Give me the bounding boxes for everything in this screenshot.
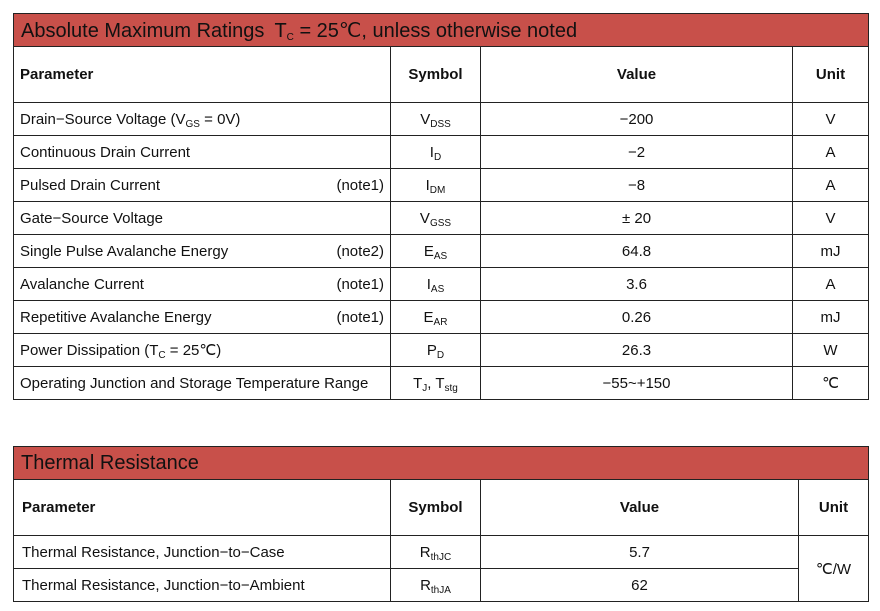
row-value: −55~+150: [481, 367, 793, 400]
row-parameter: [14, 202, 391, 235]
row-unit: A: [793, 169, 869, 202]
row-parameter: [14, 235, 391, 268]
row-symbol: $P_D$: [391, 334, 481, 367]
row-unit: ℃: [793, 367, 869, 400]
parameter-text: Continuous Drain Current: [20, 143, 191, 161]
amr-title: Absolute Maximum Ratings: [21, 19, 265, 42]
row-value: 0.26: [481, 301, 793, 334]
row-unit: V: [793, 103, 869, 136]
parameter-text: Repetitive Avalanche Energy: [20, 308, 212, 326]
parameter-note: (note1): [336, 176, 384, 194]
table-row: [14, 268, 869, 301]
row-parameter: [14, 136, 391, 169]
row-symbol: $I_D$: [391, 136, 481, 169]
thermal-title-bar: [14, 447, 869, 480]
row-unit: ℃/W: [799, 536, 869, 602]
row-parameter: [14, 268, 391, 301]
row-value: 3.6: [481, 268, 793, 301]
row-parameter: [14, 169, 391, 202]
row-symbol: $T_J$, $T_{stg}$: [391, 367, 481, 400]
row-value: −2: [481, 136, 793, 169]
parameter-text: Avalanche Current: [20, 275, 144, 293]
header-unit: Unit: [799, 480, 869, 536]
row-symbol: $R_{thJA}$: [391, 569, 481, 602]
parameter-note: (note1): [336, 308, 384, 326]
parameter-note: (note2): [336, 242, 384, 260]
row-symbol: $R_{thJC}$: [391, 536, 481, 569]
row-value: 64.8: [481, 235, 793, 268]
row-value: −200: [481, 103, 793, 136]
amr-title-bar: [14, 14, 869, 47]
table-row: [14, 367, 869, 400]
header-parameter: Parameter: [14, 480, 391, 536]
row-unit: mJ: [793, 235, 869, 268]
row-unit: mJ: [793, 301, 869, 334]
row-parameter: Thermal Resistance, Junction−to−Ambient: [14, 569, 391, 602]
thermal-header-row: [14, 480, 869, 536]
row-parameter: Thermal Resistance, Junction−to−Case: [14, 536, 391, 569]
header-unit: Unit: [793, 47, 869, 103]
table-row: [14, 136, 869, 169]
table-row: [14, 235, 869, 268]
row-unit: W: [793, 334, 869, 367]
row-symbol: $V_{GSS}$: [391, 202, 481, 235]
absolute-maximum-ratings-table: [13, 13, 869, 400]
thermal-resistance-table: [13, 446, 869, 602]
table-row: [14, 536, 869, 569]
table-row: [14, 169, 869, 202]
parameter-text: Operating Junction and Storage Temperature Range: [20, 374, 369, 392]
row-symbol: $V_{DSS}$: [391, 103, 481, 136]
row-symbol: $E_{AR}$: [391, 301, 481, 334]
row-symbol: $E_{AS}$: [391, 235, 481, 268]
amr-header-row: [14, 47, 869, 103]
row-unit: A: [793, 268, 869, 301]
row-parameter: [14, 103, 391, 136]
row-parameter: [14, 301, 391, 334]
table-row: [14, 569, 869, 602]
row-value: 26.3: [481, 334, 793, 367]
header-value: Value: [481, 47, 793, 103]
parameter-text: Single Pulse Avalanche Energy: [20, 242, 229, 260]
header-symbol: Symbol: [391, 47, 481, 103]
row-value: 5.7: [481, 536, 799, 569]
table-row: [14, 334, 869, 367]
row-unit: A: [793, 136, 869, 169]
parameter-note: (note1): [336, 275, 384, 293]
row-parameter: [14, 367, 391, 400]
row-symbol: $I_{AS}$: [391, 268, 481, 301]
header-parameter: Parameter: [14, 47, 391, 103]
table-row: [14, 202, 869, 235]
parameter-text: Gate−Source Voltage: [20, 209, 164, 227]
header-symbol: Symbol: [391, 480, 481, 536]
row-value: ± 20: [481, 202, 793, 235]
parameter-text: Pulsed Drain Current: [20, 176, 161, 194]
row-value: −8: [481, 169, 793, 202]
thermal-title: Thermal Resistance: [21, 451, 199, 474]
amr-condition: $T_C$ = 25℃, unless otherwise noted: [274, 19, 578, 43]
row-symbol: $I_{DM}$: [391, 169, 481, 202]
row-value: 62: [481, 569, 799, 602]
table-row: [14, 301, 869, 334]
table-row: [14, 103, 869, 136]
parameter-text: Drain−Source Voltage $(V_{GS} = 0V)$: [20, 110, 241, 130]
parameter-text: Power Dissipation ($T_C$ = 25℃): [20, 342, 222, 361]
header-value: Value: [481, 480, 799, 536]
row-parameter: [14, 334, 391, 367]
row-unit: V: [793, 202, 869, 235]
